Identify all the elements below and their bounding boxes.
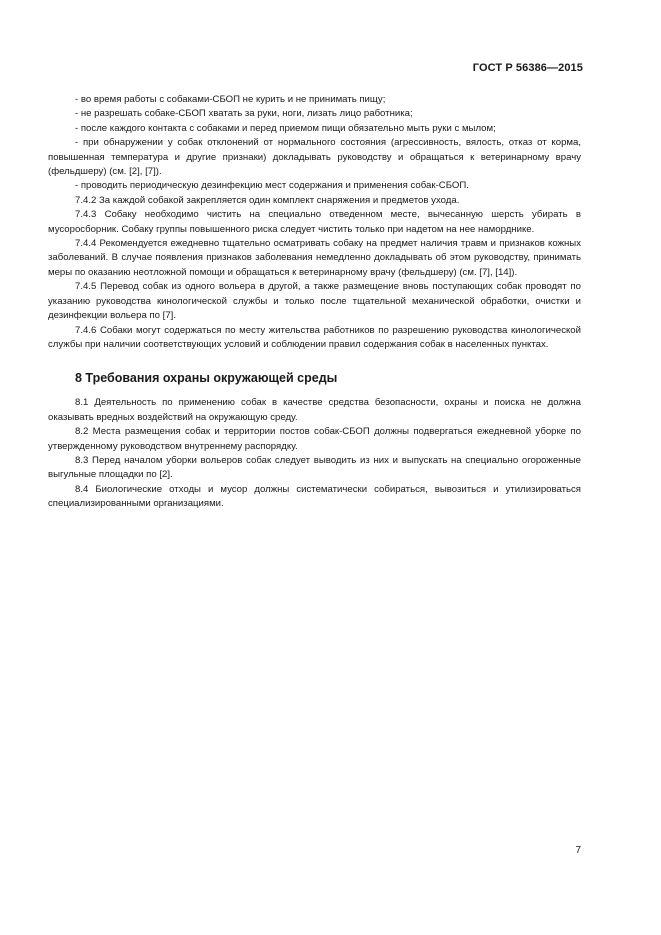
- paragraph: 8.4 Биологические отходы и мусор должны систематически собираться, вывозиться и утилизироваться специализированными организациями.: [48, 483, 581, 510]
- page-number: 7: [575, 845, 581, 856]
- paragraph: 7.4.2 За каждой собакой закрепляется один комплект снаряжения и предметов ухода.: [75, 194, 460, 206]
- paragraph: - не разрешать собаке-СБОП хватать за руки, ноги, лизать лицо работника;: [75, 108, 413, 120]
- section-heading: 8 Требования охраны окружающей среды: [75, 371, 338, 386]
- paragraph: - проводить периодическую дезинфекцию мест содержания и применения собак-СБОП.: [75, 180, 469, 192]
- document-body: [48, 93, 581, 512]
- document-code: ГОСТ Р 56386—2015: [472, 62, 583, 74]
- paragraph: 8.1 Деятельность по применению собак в качестве средства безопасности, охраны и поиска не должна оказывать вредных воздействий на окружающую среду.: [48, 397, 581, 423]
- paragraph: - при обнаружении у собак отклонений от нормального состояния (агрессивность, вялость, отказ от корма, повышенная температура и другие признаки) докладывать руководству и обращаться к ветеринарному врачу (фельдшеру) (см. [2], [7]).: [48, 137, 581, 178]
- paragraph: 8.3 Перед началом уборки вольеров собак следует выводить из них и выпускать на специально огороженные выгульные площадки по [2].: [48, 454, 581, 481]
- paragraph: 7.4.4 Рекомендуется ежедневно тщательно осматривать собаку на предмет наличия травм и признаков кожных заболеваний. В случае появления признаков заболевания немедленно докладывать об этом руководству, принимать меры по оказанию неотложной помощи и обращаться к ветеринарному врачу (фельдшеру) (см. [7], [14]).: [48, 238, 581, 278]
- paragraph: 7.4.3 Собаку необходимо чистить на специально отведенном месте, вычесанную шерсть убирать в мусоросборник. Собаку группы повышенного риска следует чистить только при надетом на нее наморднике.: [48, 209, 581, 235]
- paragraph: - после каждого контакта с собаками и перед приемом пищи обязательно мыть руки с мылом;: [75, 122, 496, 134]
- paragraph: 8.2 Места размещения собак и территории постов собак-СБОП должны подвергаться ежедневной уборке по утвержденному руководством внутреннему распорядку.: [48, 426, 581, 452]
- paragraph: 7.4.6 Собаки могут содержаться по месту жительства работников по разрешению руководства кинологической службы при наличии соответствующих условий и соблюдении правил содержания собак в населенных пунктах.: [48, 324, 581, 350]
- paragraph: 7.4.5 Перевод собак из одного вольера в другой, а также размещение вновь поступающих собак проводят по указанию руководства кинологической службы и только после тщательной механической обработки, очистки и дезинфекции вольера по [7].: [48, 281, 581, 322]
- paragraph: - во время работы с собаками-СБОП не курить и не принимать пищу;: [75, 94, 386, 105]
